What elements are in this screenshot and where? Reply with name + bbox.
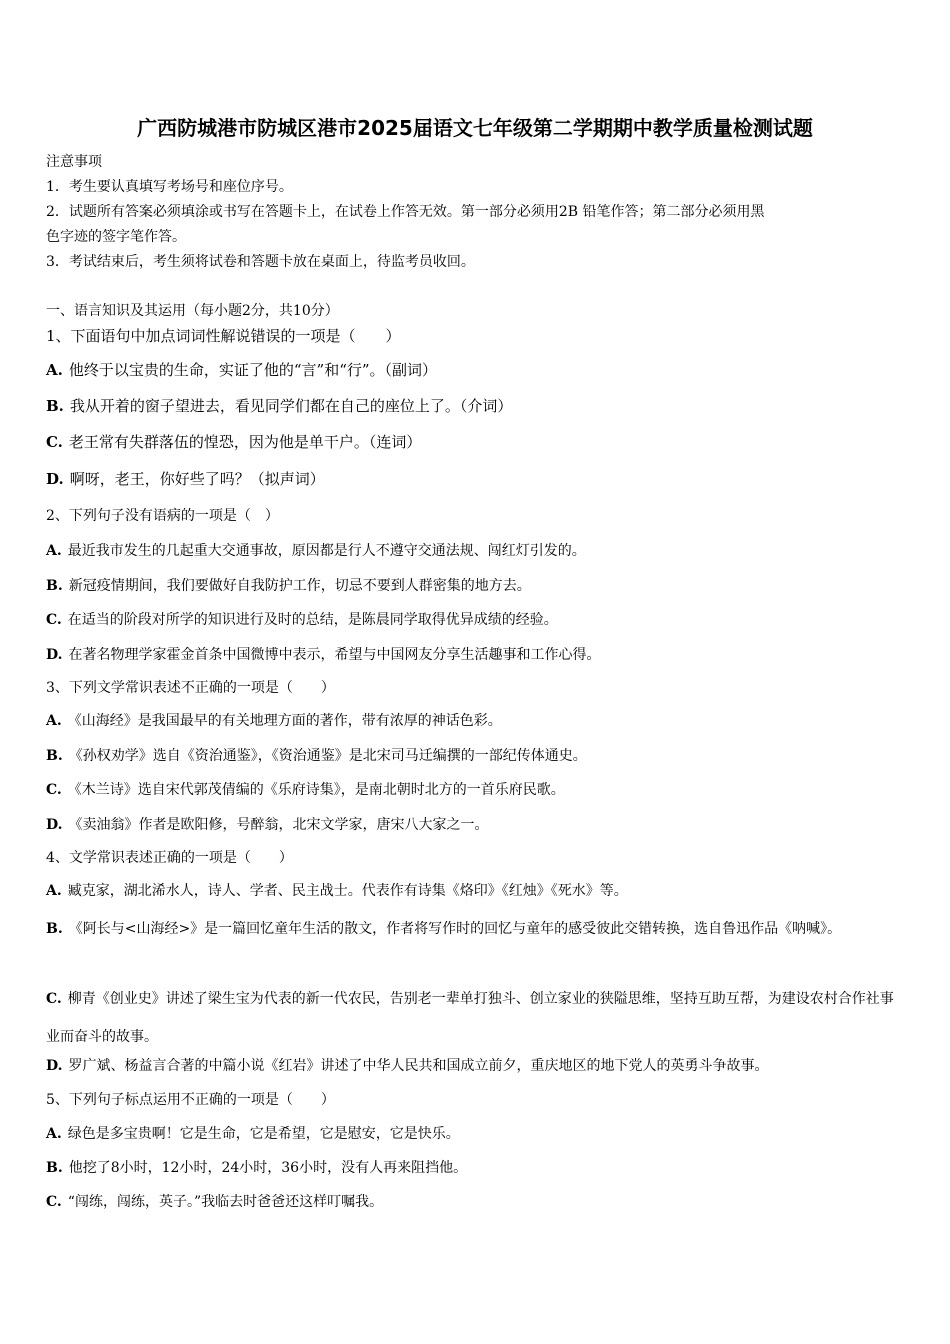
option-label: D. [46,647,63,663]
option-text: 新冠疫情期间，我们要做好自我防护工作，切忌不要到人群密集的地方去。 [68,578,531,594]
option-label: D. [46,817,63,833]
option-b [46,396,512,416]
option-text: 他挖了8小时，12小时，24小时，36小时，没有人再来阻挡他。 [68,1160,468,1176]
option-a [46,881,628,901]
option-c [46,780,565,800]
option-text: 我从开着的窗子望进去，看见同学们都在自己的座位上了。（介词） [69,397,513,415]
option-a [46,711,502,731]
option-label: C. [46,991,62,1007]
option-label: B. [46,397,64,415]
option-text: 《阿长与<山海经>》是一篇回忆童年生活的散文，作者将写作时的回忆与童年的感受彼此交错转换，选自鲁迅作品《呐喊》。 [68,921,842,937]
option-c [46,432,421,452]
option-label: B. [46,578,63,594]
option-d [46,1056,769,1076]
option-a [46,1124,460,1144]
option-text: 罗广斌、杨益言合著的中篇小说《红岩》讲述了中华人民共和国成立前夕，重庆地区的地下党人的英勇斗争故事。 [68,1058,769,1074]
option-text: 臧克家，湖北浠水人，诗人、学者、民主战士。代表作有诗集《烙印》《红烛》《死水》等。 [67,883,628,899]
option-text: 《木兰诗》选自宋代郭茂倩编的《乐府诗集》，是南北朝时北方的一首乐府民歌。 [67,782,565,798]
option-text: 啊呀，老王，你好些了吗？（拟声词） [69,470,325,488]
option-label: B. [46,921,63,937]
option-label: A. [46,713,62,729]
question-stem: 5、下列句子标点运用不正确的一项是（ ） [46,1092,335,1108]
option-label: A. [46,883,62,899]
section-heading: 一、语言知识及其运用（每小题2分，共10分） [46,303,339,319]
question-stem: 4、文学常识表述正确的一项是（ ） [46,850,293,866]
question-stem: 3、下列文学常识表述不正确的一项是（ ） [46,680,335,696]
option-text: 《卖油翁》作者是欧阳修，号醉翁，北宋文学家，唐宋八大家之一。 [68,817,489,833]
option-label: D. [46,470,64,488]
option-b [46,910,906,948]
option-d [46,645,601,665]
notice-item: 3．考试结束后，考生须将试卷和答题卡放在桌面上，待监考员收回。 [46,254,475,270]
option-label: B. [46,1160,63,1176]
option-label: C. [46,1194,62,1210]
option-c [46,980,906,1056]
option-c [46,610,558,630]
page-title: 广西防城港市防城区港市2025届语文七年级第二学期期中教学质量检测试题 [137,116,813,140]
notice-item: 色字迹的签字笔作答。 [46,229,186,245]
option-b [46,576,531,596]
question-stem: 1、下面语句中加点词词性解说错误的一项是（ ） [46,327,401,345]
option-c [46,1192,383,1212]
option-b [46,1158,467,1178]
option-label: C. [46,612,62,628]
notice-item: 2．试题所有答案必须填涂或书写在答题卡上，在试卷上作答无效。第一部分必须用2B 铅笔作答；第二部分必须用黑 [46,204,765,220]
option-text: “闯练，闯练，英子。”我临去时爸爸还这样叮嘱我。 [67,1194,384,1210]
option-label: A. [46,361,63,379]
option-label: B. [46,748,63,764]
option-a [46,541,586,561]
notice-heading: 注意事项 [46,154,102,170]
option-label: C. [46,782,62,798]
option-label: A. [46,1126,62,1142]
option-label: C. [46,433,63,451]
option-text: 《山海经》是我国最早的有关地理方面的著作，带有浓厚的神话色彩。 [67,713,502,729]
option-label: D. [46,1058,63,1074]
option-text: 《孙权劝学》选自《资治通鉴》，《资治通鉴》是北宋司马迁编撰的一部纪传体通史。 [68,748,587,764]
option-text: 他终于以宝贵的生命，实证了他的“言”和“行”。（副词） [68,361,438,379]
option-d [46,469,325,489]
option-text: 老王常有失群落伍的惶恐，因为他是单干户。（连词） [68,433,422,451]
option-text: 在著名物理学家霍金首条中国微博中表示，希望与中国网友分享生活趣事和工作心得。 [68,647,601,663]
option-b [46,746,587,766]
option-text: 柳青《创业史》讲述了梁生宝为代表的新一代农民，告别老一辈单打独斗、创立家业的狭隘思维，坚持互助互帮，为建设农村合作社事业而奋斗的故事。 [46,991,894,1045]
question-stem: 2、下列句子没有语病的一项是（ ） [46,508,279,524]
notice-item: 1．考生要认真填写考场号和座位序号。 [46,179,293,195]
option-a [46,360,437,380]
option-label: A. [46,543,62,559]
option-d [46,815,489,835]
option-text: 最近我市发生的几起重大交通事故，原因都是行人不遵守交通法规、闯红灯引发的。 [67,543,586,559]
option-text: 在适当的阶段对所学的知识进行及时的总结，是陈晨同学取得优异成绩的经验。 [67,612,558,628]
option-text: 绿色是多宝贵啊！它是生命，它是希望，它是慰安，它是快乐。 [67,1126,460,1142]
